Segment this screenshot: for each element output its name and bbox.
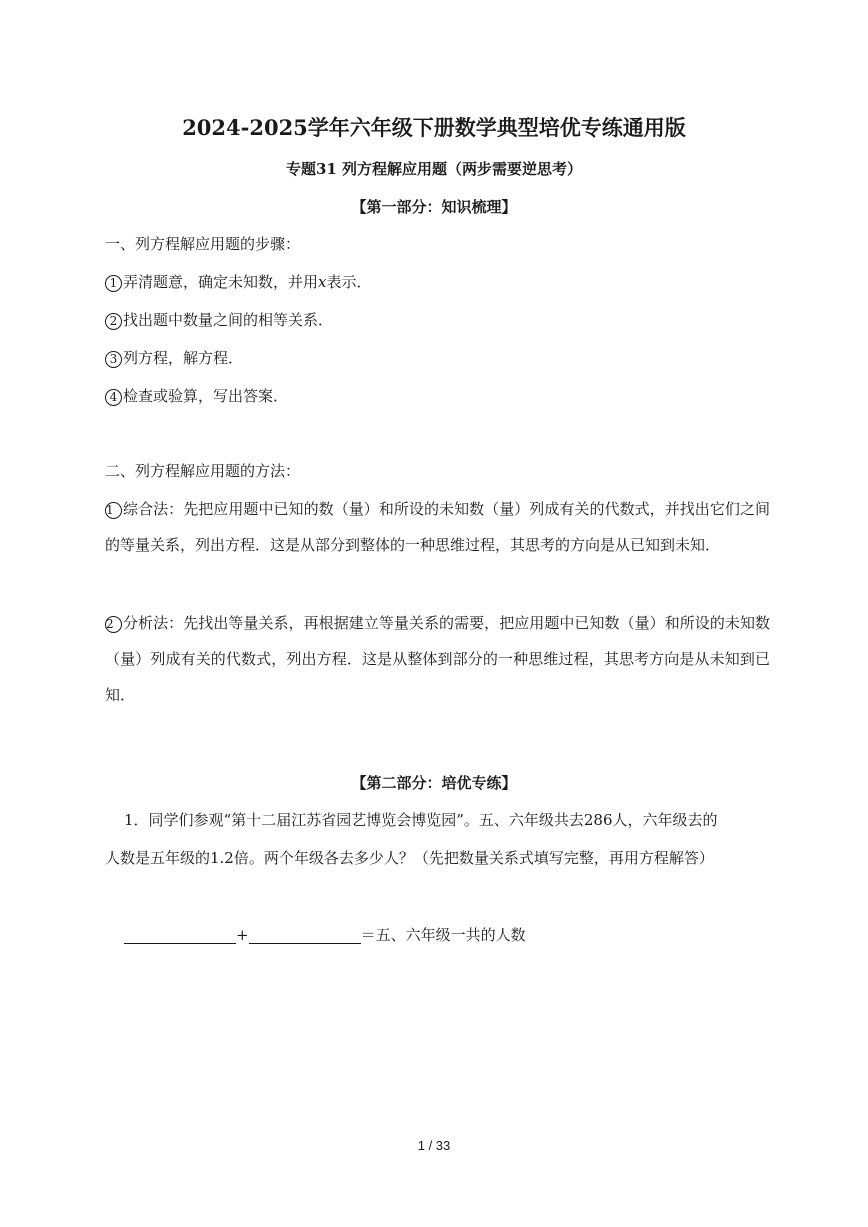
- step-4: [105, 378, 770, 414]
- plus-sign: +: [236, 926, 249, 944]
- circled-number-3: 3: [105, 351, 122, 368]
- part1-heading: 【第一部分：知识梳理】: [351, 198, 517, 216]
- step-4-text: 检查或验算，写出答案．: [123, 387, 289, 405]
- step-1-text-after: 表示．: [326, 273, 372, 291]
- step-3-text: 列方程，解方程．: [123, 349, 244, 367]
- step-3: [105, 340, 770, 376]
- question-1-line-2: 人数是五年级的1.2倍。两个年级各去多少人？（先把数量关系式填写完整，再用方程解答）: [105, 849, 714, 867]
- fill-in-equation: [124, 917, 526, 953]
- step-1-text-before: 弄清题意，确定未知数，并用: [123, 273, 319, 291]
- answer-blank-1[interactable]: [124, 923, 236, 944]
- equals-text: ＝五、六年级一共的人数: [360, 926, 526, 944]
- circled-number-2: 2: [105, 616, 122, 633]
- method-1: [105, 491, 770, 563]
- circled-number-2: 2: [105, 313, 122, 330]
- variable-x: x: [318, 273, 327, 291]
- step-1: [105, 264, 770, 300]
- part2-heading: 【第二部分：培优专练】: [351, 774, 517, 792]
- circled-number-1: 1: [105, 275, 122, 292]
- circled-number-1: 1: [105, 502, 122, 519]
- section2-heading: 二、列方程解应用题的方法：: [105, 462, 301, 480]
- question-1-line-1: 1．同学们参观“第十二届江苏省园艺博览会博览园”。五、六年级共去286人，六年级去的: [124, 811, 718, 829]
- method-2-text: 分析法：先找出等量关系，再根据建立等量关系的需要，把应用题中已知数（量）和所设的未知数（量）列成有关的代数式，列出方程．这是从整体到部分的一种思维过程，其思考方向是从未知到已知．: [105, 614, 770, 704]
- step-2-text: 找出题中数量之间的相等关系．: [123, 311, 334, 329]
- section1-heading: 一、列方程解应用题的步骤：: [105, 235, 301, 253]
- answer-blank-2[interactable]: [249, 923, 361, 944]
- method-2: [105, 605, 770, 713]
- step-2: [105, 302, 770, 338]
- document-title: 2024-2025学年六年级下册数学典型培优专练通用版: [182, 115, 686, 140]
- page-number: 1 / 33: [417, 1138, 451, 1153]
- document-subtitle: 专题31 列方程解应用题（两步需要逆思考）: [285, 160, 583, 178]
- method-1-text: 综合法：先把应用题中已知的数（量）和所设的未知数（量）列成有关的代数式，并找出它们之间的等量关系，列出方程．这是从部分到整体的一种思维过程，其思考的方向是从已知到未知．: [105, 500, 770, 554]
- circled-number-4: 4: [105, 389, 122, 406]
